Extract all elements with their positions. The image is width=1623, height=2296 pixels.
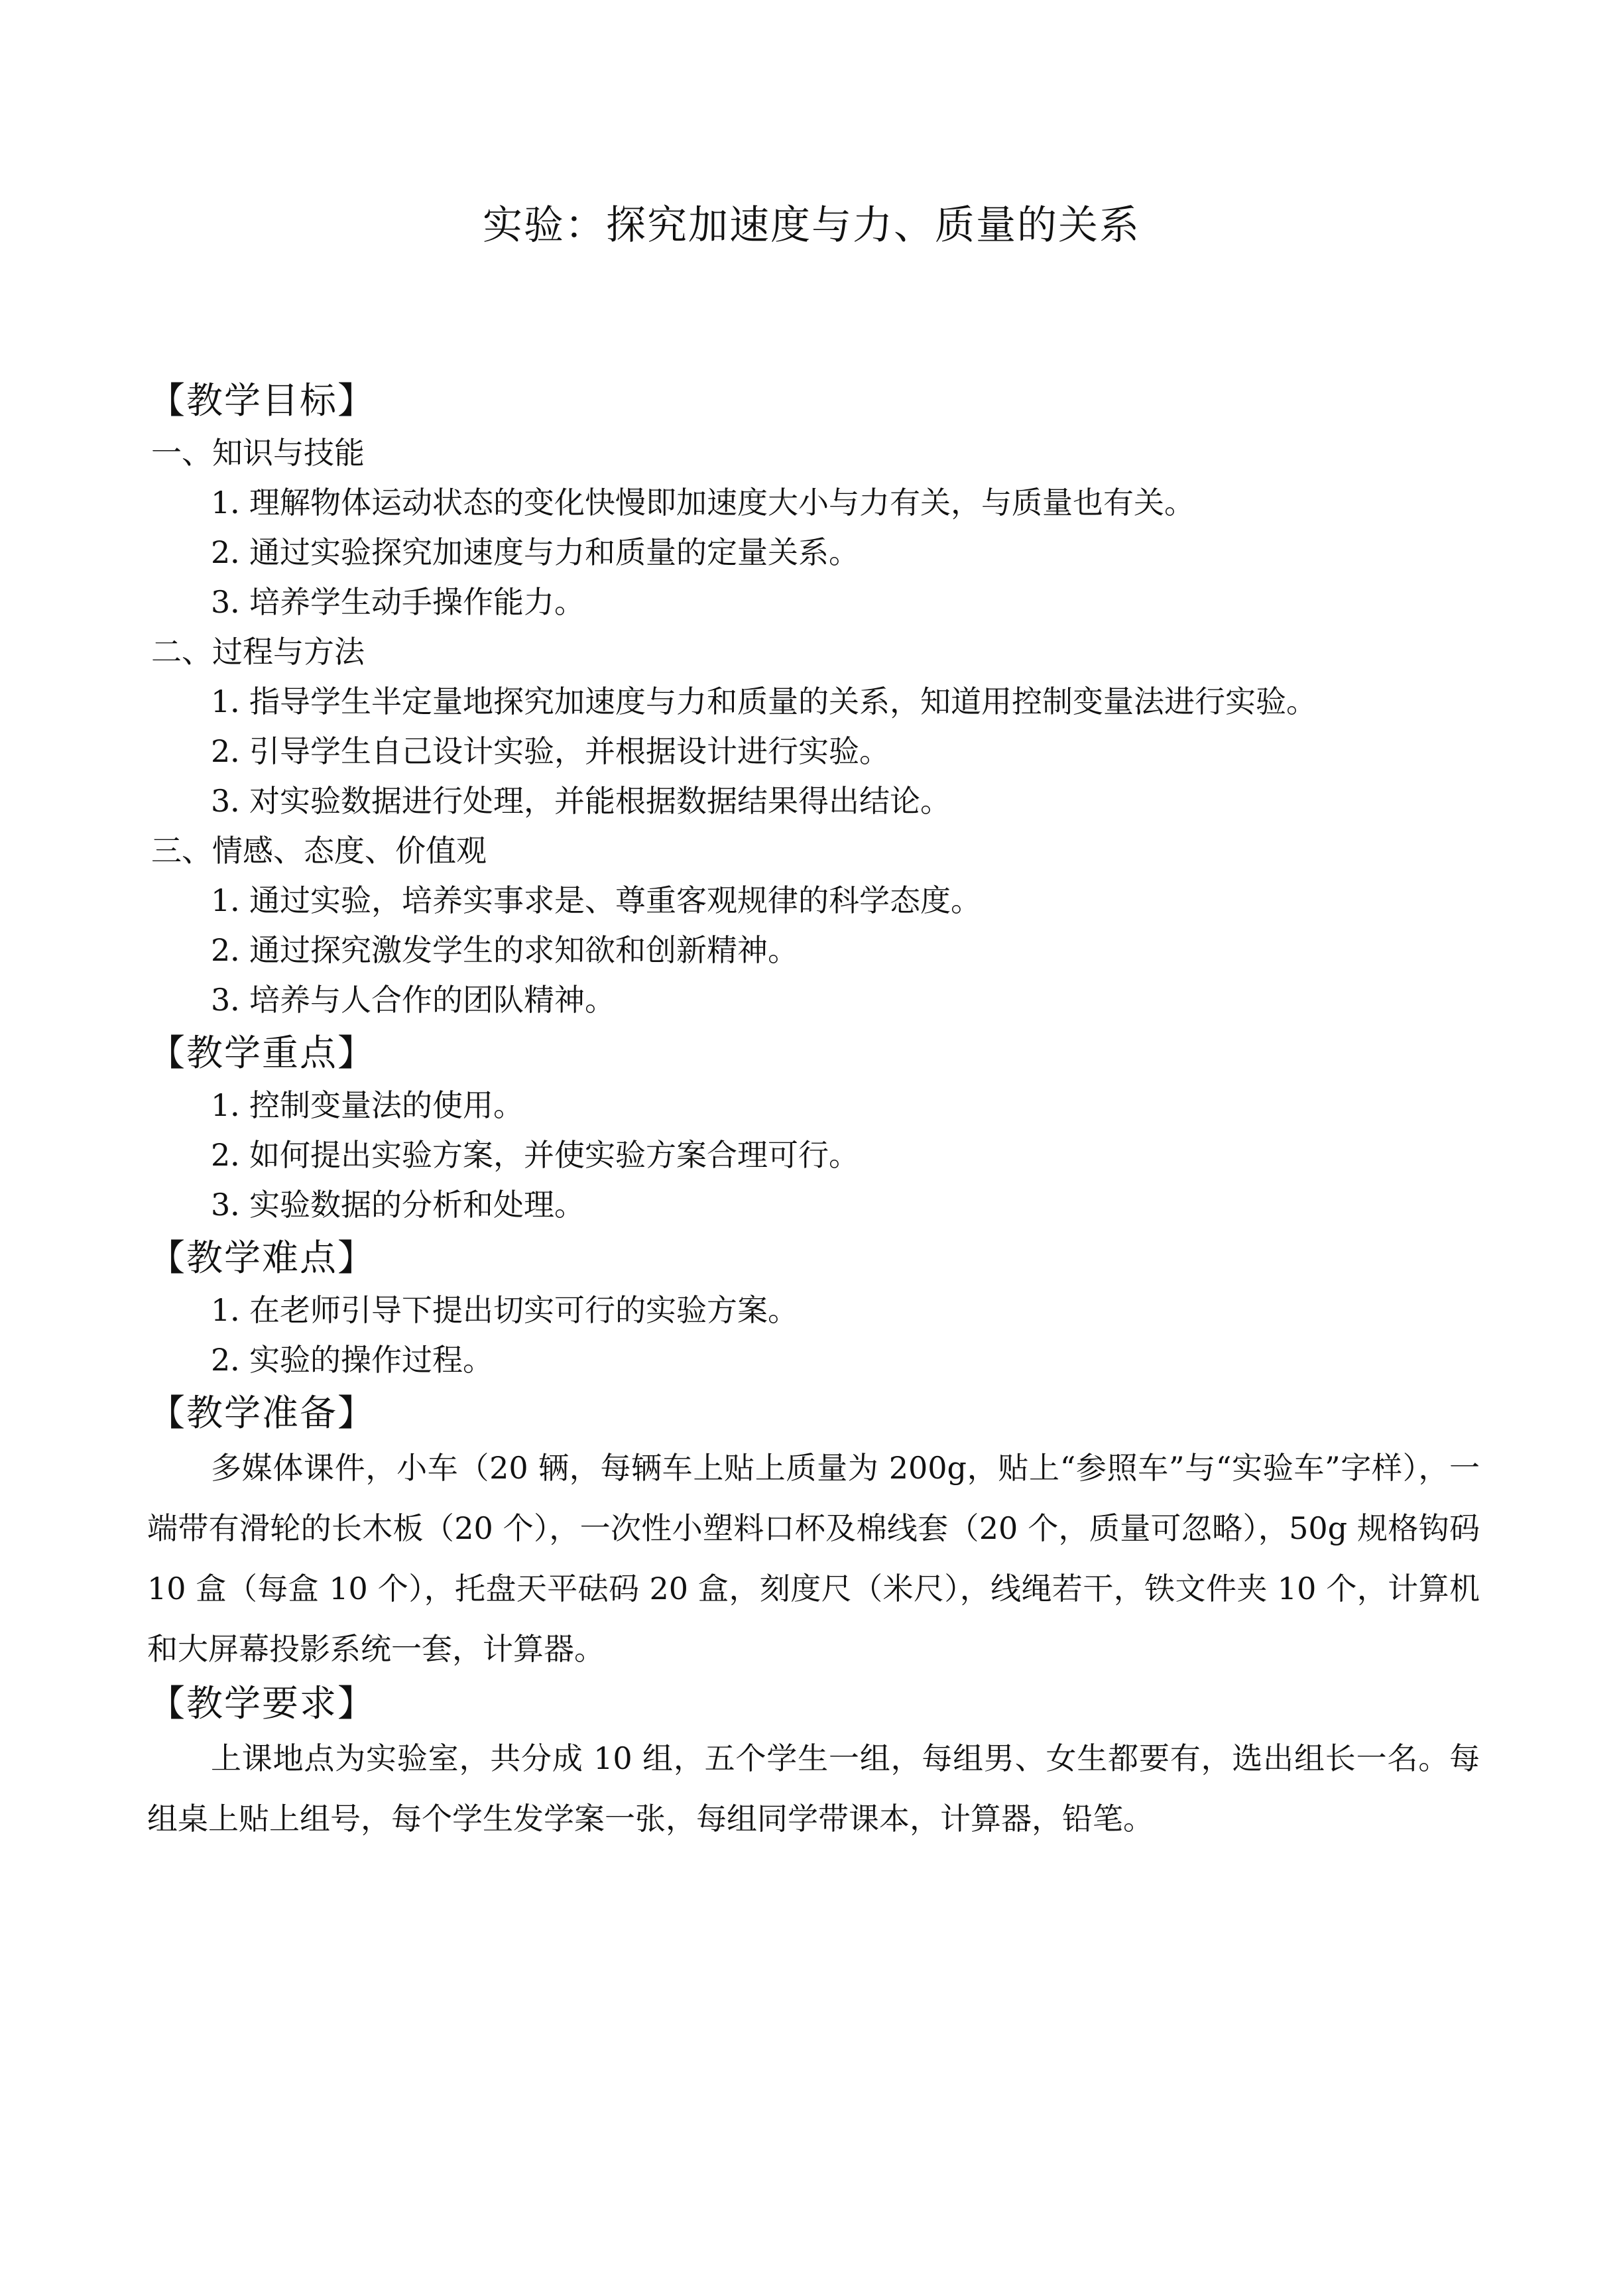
item-number: 1． bbox=[211, 1292, 261, 1328]
item-number: 1． bbox=[211, 684, 261, 719]
list-item bbox=[211, 1085, 1480, 1126]
item-number: 2． bbox=[211, 534, 261, 570]
list-item bbox=[211, 581, 1480, 623]
item-number: 2． bbox=[211, 932, 261, 968]
item-text: 如何提出实验方案，并使实验方案合理可行。 bbox=[249, 1137, 859, 1173]
item-text: 理解物体运动状态的变化快慢即加速度大小与力有关，与质量也有关。 bbox=[249, 485, 1195, 520]
objectives-group-heading: 二、过程与方法 bbox=[151, 634, 365, 670]
item-number: 3． bbox=[211, 982, 261, 1018]
item-text: 实验的操作过程。 bbox=[249, 1342, 493, 1378]
list-item bbox=[211, 1339, 1480, 1381]
item-number: 1． bbox=[211, 485, 261, 520]
item-number: 2． bbox=[211, 1342, 261, 1378]
item-text: 引导学生自己设计实验，并根据设计进行实验。 bbox=[249, 733, 890, 769]
section-heading-key-points: 【教学重点】 bbox=[149, 1032, 376, 1074]
item-number: 3． bbox=[211, 783, 261, 819]
list-item bbox=[211, 731, 1480, 772]
preparation-paragraph: 多媒体课件，小车（20 辆，每辆车上贴上质量为 200g，贴上“参照车”与“实验车”字样），一端带有滑轮的长木板（20 个），一次性小塑料口杯及棉线套（20 个，质量可忽略），50g 规格钩码 10 盒（每盒 10 个），托盘天平砝码 20 盒，刻度尺（米尺），线绳若干，铁文件夹 10 个，计算机和大屏幕投影系统一套，计算器。 bbox=[147, 1450, 1480, 1667]
item-text: 对实验数据进行处理，并能根据数据结果得出结论。 bbox=[249, 783, 951, 819]
item-text: 培养学生动手操作能力。 bbox=[249, 584, 585, 620]
item-number: 1． bbox=[211, 1087, 261, 1123]
requirements-paragraph: 上课地点为实验室，共分成 10 组，五个学生一组，每组男、女生都要有，选出组长一名。每组桌上贴上组号，每个学生发学案一张，每组同学带课本，计算器，铅笔。 bbox=[147, 1740, 1480, 1837]
section-heading-difficulties: 【教学难点】 bbox=[149, 1237, 376, 1279]
objectives-group-heading: 三、情感、态度、价值观 bbox=[151, 833, 487, 869]
section-heading-requirements: 【教学要求】 bbox=[149, 1682, 376, 1724]
list-item bbox=[211, 979, 1480, 1021]
item-number: 1． bbox=[211, 882, 261, 918]
item-number: 2． bbox=[211, 733, 261, 769]
list-item bbox=[211, 1184, 1480, 1226]
item-text: 通过探究激发学生的求知欲和创新精神。 bbox=[249, 932, 798, 968]
document-body bbox=[147, 377, 1480, 1849]
list-item bbox=[211, 930, 1480, 971]
item-text: 实验数据的分析和处理。 bbox=[249, 1187, 585, 1223]
item-text: 通过实验，培养实事求是、尊重客观规律的科学态度。 bbox=[249, 882, 981, 918]
item-number: 3． bbox=[211, 1187, 261, 1223]
objectives-group-heading: 一、知识与技能 bbox=[151, 435, 365, 471]
list-item bbox=[211, 532, 1480, 574]
document-title: 实验：探究加速度与力、质量的关系 bbox=[483, 202, 1140, 249]
item-number: 2． bbox=[211, 1137, 261, 1173]
list-item bbox=[211, 482, 1480, 524]
section-heading-preparation: 【教学准备】 bbox=[149, 1392, 376, 1434]
list-item bbox=[211, 1290, 1480, 1331]
item-number: 3． bbox=[211, 584, 261, 620]
item-text: 在老师引导下提出切实可行的实验方案。 bbox=[249, 1292, 798, 1328]
item-text: 指导学生半定量地探究加速度与力和质量的关系，知道用控制变量法进行实验。 bbox=[249, 684, 1317, 719]
list-item bbox=[211, 880, 1480, 922]
section-heading-objectives: 【教学目标】 bbox=[149, 379, 376, 422]
item-text: 培养与人合作的团队精神。 bbox=[249, 982, 615, 1018]
list-item bbox=[211, 1134, 1480, 1176]
list-item bbox=[211, 780, 1480, 822]
item-text: 通过实验探究加速度与力和质量的定量关系。 bbox=[249, 534, 859, 570]
list-item bbox=[211, 681, 1480, 723]
item-text: 控制变量法的使用。 bbox=[249, 1087, 524, 1123]
